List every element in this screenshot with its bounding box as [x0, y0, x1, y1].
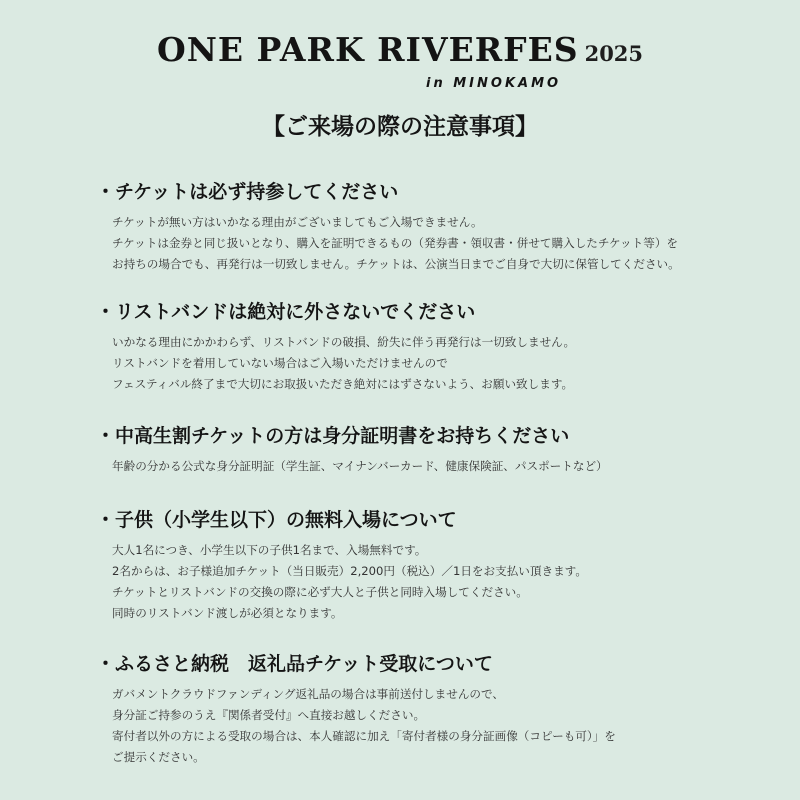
- page-heading: 【ご来場の際の注意事項】: [262, 114, 538, 140]
- body-line: 同時のリストバンド渡しが必須となります。: [112, 606, 343, 620]
- section-title: ・子供（小学生以下）の無料入場について: [96, 509, 457, 531]
- body-line: ガバメントクラウドファンディング返礼品の場合は事前送付しませんので、: [112, 687, 504, 701]
- logo-title: ONE PARK RIVERFES: [156, 30, 579, 69]
- logo-subtitle: in MINOKAMO: [426, 76, 562, 91]
- section-body: [112, 332, 575, 395]
- body-line: 年齢の分かる公式な身分証明証（学生証、マイナンバーカード、健康保険証、パスポートなど）: [112, 459, 608, 473]
- body-line: 寄付者以外の方による受取の場合は、本人確認に加え「寄付者様の身分証画像（コピーも可）」を: [112, 729, 616, 743]
- body-line: いかなる理由にかかわらず、リストバンドの破損、紛失に伴う再発行は一切致しません。: [112, 335, 576, 349]
- body-line: お持ちの場合でも、再発行は一切致しません。チケットは、公演当日までご自身で大切に保管してください。: [112, 257, 680, 271]
- body-line: フェスティバル終了まで大切にお取扱いただき絶対にはずさないよう、お願い致します。: [112, 377, 574, 391]
- logo-year: 2025: [584, 41, 644, 66]
- section-body: [112, 212, 680, 275]
- section-title: ・チケットは必ず持参してください: [96, 181, 399, 203]
- section-body: [112, 684, 616, 768]
- festival-logo: [0, 30, 800, 70]
- section-body: [112, 456, 608, 477]
- section-title: ・ふるさと納税 返礼品チケット受取について: [96, 653, 493, 675]
- body-line: 2名からは、お子様追加チケット（当日販売）2,200円（税込）／1日をお支払い頂きます。: [112, 564, 587, 578]
- section-title: ・リストバンドは絶対に外さないでください: [96, 301, 476, 323]
- body-line: チケットとリストバンドの交換の際に必ず大人と子供と同時入場してください。: [112, 585, 528, 599]
- body-line: リストバンドを着用していない場合はご入場いただけませんので: [112, 356, 448, 370]
- body-line: チケットは金券と同じ扱いとなり、購入を証明できるもの（発券書・領収書・併せて購入したチケット等）を: [112, 236, 679, 250]
- section-title: ・中高生割チケットの方は身分証明書をお持ちください: [96, 425, 570, 447]
- body-line: チケットが無い方はいかなる理由がございましてもご入場できません。: [112, 215, 483, 229]
- body-line: ご提示ください。: [112, 750, 205, 764]
- section-body: [112, 540, 587, 624]
- body-line: 身分証ご持参のうえ『関係者受付』へ直接お越しください。: [112, 708, 426, 722]
- body-line: 大人1名につき、小学生以下の子供1名まで、入場無料です。: [112, 543, 427, 557]
